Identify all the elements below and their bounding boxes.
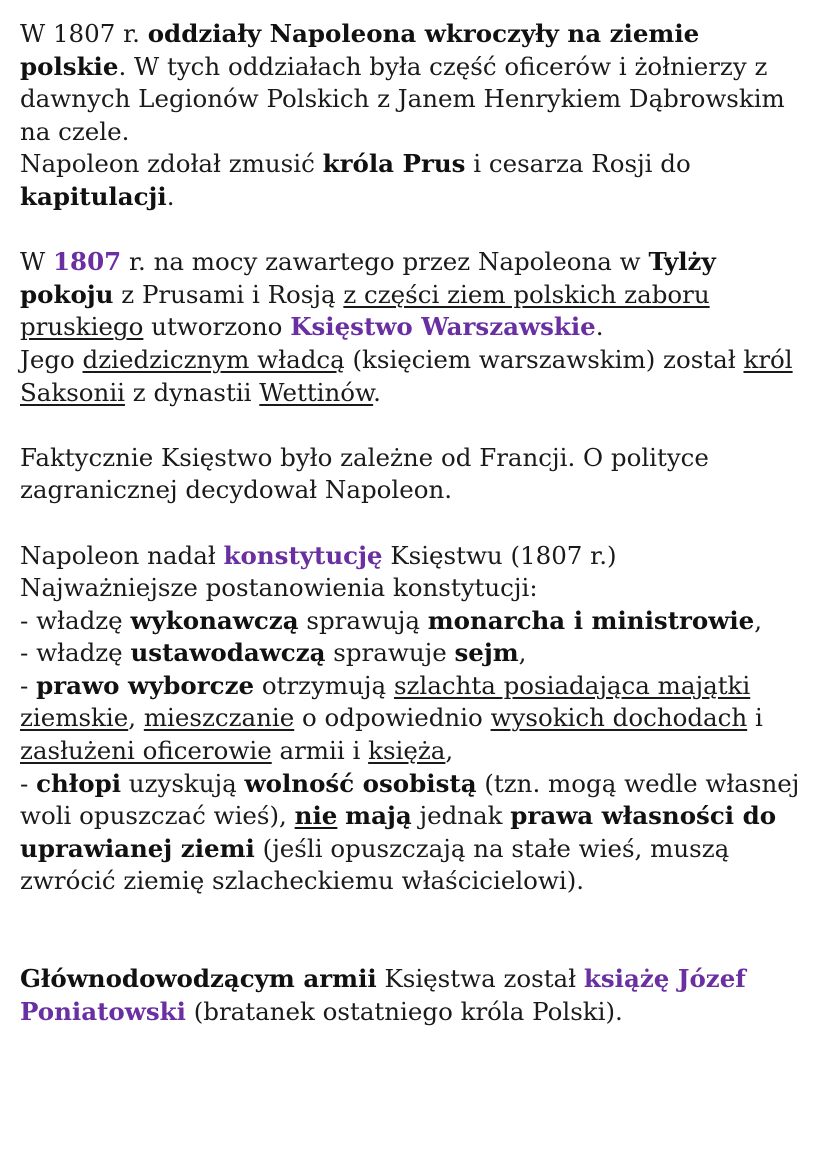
text: Napoleon nadał: [20, 540, 224, 570]
text: W: [20, 247, 53, 277]
bold-underlined-text: nie: [294, 801, 338, 831]
bold-text: prawo wyborcze: [36, 670, 255, 700]
text: (bratanek ostatniego króla Polski).: [185, 996, 623, 1026]
paragraph-napoleon-entry: [20, 18, 808, 214]
text: ,: [754, 605, 763, 635]
highlight-constitution: konstytucję: [223, 540, 383, 570]
text: .: [595, 312, 604, 342]
text: r. na mocy zawartego przez Napoleona w: [121, 247, 649, 277]
bold-text: Tylży pokoju: [20, 247, 716, 309]
paragraph-dependence: [20, 442, 808, 507]
bold-text: kapitulacji: [20, 181, 167, 211]
text: uzyskują: [121, 768, 245, 798]
text: Najważniejsze postanowienia konstytucji:: [20, 573, 538, 603]
text: utworzono: [143, 312, 291, 342]
text: jednak: [411, 801, 511, 831]
text: (tzn. mogą wedle własnej woli opuszczać wieś),: [20, 768, 800, 831]
paragraph-duchy-creation: [20, 246, 808, 409]
text: z Prusami i Rosją: [113, 279, 344, 309]
highlight-poniatowski: książę Józef Poniatowski: [20, 964, 746, 1026]
bold-text: ustawodawczą: [130, 638, 326, 668]
underlined-text: szlachta posiadająca majątki ziemskie: [20, 670, 751, 733]
underlined-text: mieszczanie: [143, 703, 295, 733]
text: [337, 801, 345, 830]
bold-text: wolność osobistą: [244, 768, 477, 798]
text: sprawuje: [325, 638, 455, 668]
text: Faktycznie Księstwo było zależne od Francji. O polityce zagranicznej decydował Napoleon.: [20, 442, 709, 505]
text: - władzę: [20, 605, 131, 635]
text: Napoleon zdołał zmusić: [20, 149, 323, 179]
text: ,: [445, 736, 454, 766]
bold-text: mają: [345, 801, 412, 831]
text: -: [20, 768, 37, 798]
paragraph-constitution: [20, 540, 808, 899]
underlined-text: król Saksonii: [20, 344, 793, 407]
highlight-year: 1807: [52, 247, 122, 277]
text: ,: [128, 703, 144, 733]
bold-text: sejm: [454, 638, 519, 668]
text: sprawują: [298, 605, 428, 635]
text: .: [166, 181, 175, 211]
paragraph-commander: [20, 963, 808, 1028]
underlined-text: księża: [368, 736, 446, 766]
text: Księstwu (1807 r.): [382, 540, 617, 570]
underlined-text: dziedzicznym władcą: [82, 344, 345, 374]
underlined-text: Wettinów: [259, 377, 374, 407]
text: . W tych oddziałach była część oficerów i żołnierzy z dawnych Legionów Polskich z Janem Henrykiem Dąbrowskim na czele.: [20, 51, 785, 146]
bold-text: prawa własności do uprawianej ziemi: [20, 801, 777, 863]
bold-text: Głównodowodzącym armii: [20, 964, 377, 994]
text: o odpowiednio: [294, 703, 491, 733]
text: otrzymują: [254, 670, 394, 700]
bold-text: króla Prus: [322, 149, 466, 179]
text: Jego: [20, 344, 83, 374]
text: i cesarza Rosji do: [465, 149, 691, 179]
text: armii i: [271, 736, 369, 766]
text: Księstwa został: [376, 964, 584, 994]
text: (jeśli opuszczają na stałe wieś, muszą zwrócić ziemię szlacheckiemu właścicielowi).: [20, 833, 730, 896]
text: -: [20, 670, 37, 700]
text: (księciem warszawskim) został: [344, 344, 744, 374]
text: - władzę: [20, 638, 131, 668]
underlined-text: wysokich dochodach: [490, 703, 748, 733]
bold-text: wykonawczą: [130, 605, 299, 635]
text: i: [747, 703, 763, 733]
text: z dynastii: [125, 377, 260, 407]
text: .: [373, 377, 381, 407]
text: W 1807 r.: [20, 19, 148, 48]
bold-text: oddziały Napoleona wkroczyły na ziemie polskie: [20, 19, 700, 81]
underlined-text: zasłużeni oficerowie: [20, 736, 272, 766]
bold-text: chłopi: [36, 768, 122, 798]
bold-text: monarcha i ministrowie: [427, 605, 755, 635]
highlight-duchy: Księstwo Warszawskie: [290, 312, 596, 342]
text: ,: [518, 638, 527, 668]
underlined-text: z części ziem polskich zaboru pruskiego: [20, 279, 710, 342]
